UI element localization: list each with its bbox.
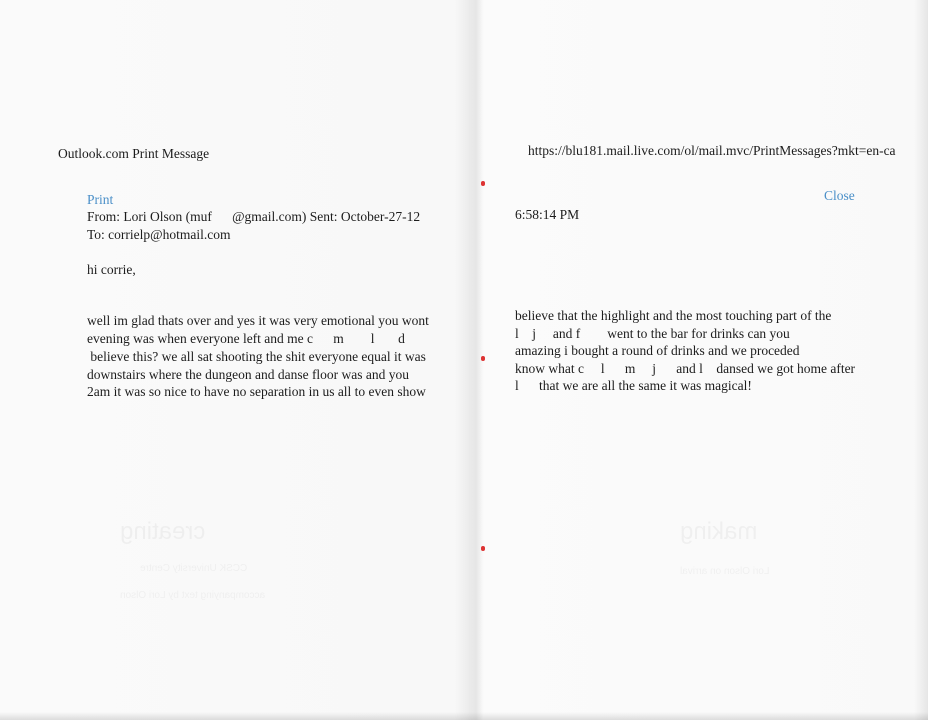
print-url: https://blu181.mail.live.com/ol/mail.mvc/PrintMessages?mkt=en-ca xyxy=(528,143,896,158)
sent-time: 6:58:14 PM xyxy=(515,207,580,222)
body-line: evening was when everyone left and me c m l d xyxy=(87,331,405,346)
body-line: l that we are all the same it was magical! xyxy=(515,378,752,393)
from-line: From: Lori Olson (muf @gmail.com) Sent: October-27-12 xyxy=(87,209,421,224)
body-line: well im glad thats over and yes it was very emotional you wont xyxy=(87,313,429,328)
body-line: believe that the highlight and the most touching part of the xyxy=(515,308,832,323)
body-line: l j and f went to the bar for drinks can you xyxy=(515,326,790,341)
right-page xyxy=(482,0,928,720)
print-link[interactable]: Print xyxy=(87,192,114,207)
body-line: downstairs where the dungeon and danse floor was and you xyxy=(87,367,410,382)
body-line: 2am it was so nice to have no separation in us all to even show xyxy=(87,384,426,399)
body-line: know what c l m j and l dansed we got home after xyxy=(515,361,856,376)
print-header-title: Outlook.com Print Message xyxy=(58,146,210,161)
greeting: hi corrie, xyxy=(87,262,136,277)
body-line: amazing i bought a round of drinks and we proceded xyxy=(515,343,800,358)
to-line: To: corrielp@hotmail.com xyxy=(87,227,231,242)
body-line: believe this? we all sat shooting the shit everyone equal it was xyxy=(87,349,426,364)
close-link[interactable]: Close xyxy=(824,188,855,203)
